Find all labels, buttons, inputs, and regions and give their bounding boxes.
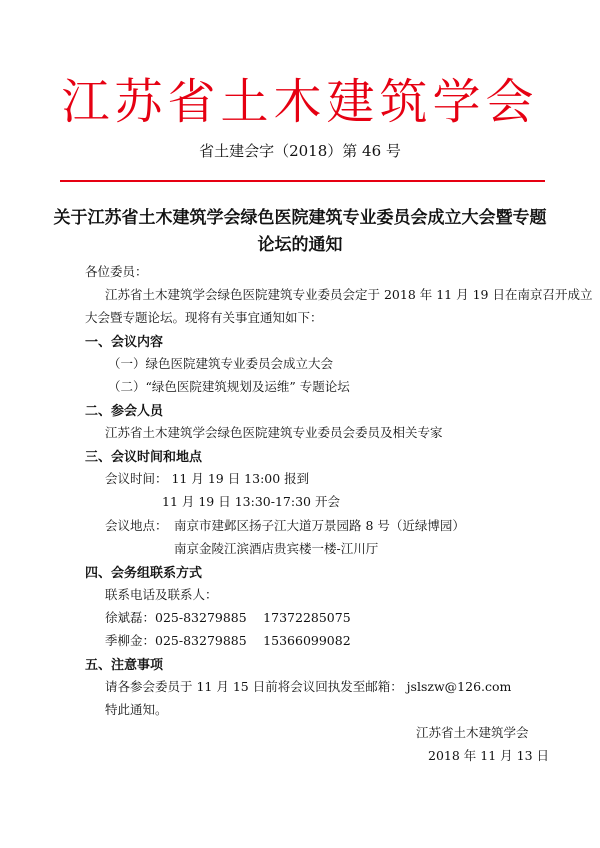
signature-date: 2018 年 11 月 13 日 bbox=[428, 748, 549, 763]
meeting-time-line2: 11 月 19 日 13:30-17:30 开会 bbox=[162, 494, 340, 509]
meeting-place-line1: 南京市建邺区扬子江大道万景园路 8 号（近绿博园） bbox=[174, 518, 465, 533]
content-item1: （一）绿色医院建筑专业委员会成立大会 bbox=[108, 356, 334, 371]
meeting-place-line2: 南京金陵江滨酒店贵宾楼一楼-江川厅 bbox=[174, 541, 379, 556]
attendees-text: 江苏省土木建筑学会绿色医院建筑专业委员会委员及相关专家 bbox=[105, 425, 443, 440]
section-heading-notes: 五、注意事项 bbox=[85, 658, 164, 673]
contact-person1: 徐斌磊：025-83279885 17372285075 bbox=[105, 610, 351, 625]
closing-text: 特此通知。 bbox=[105, 702, 168, 717]
contact-intro: 联系电话及联系人： bbox=[105, 587, 218, 602]
notice-title-line2: 论坛的通知 bbox=[257, 235, 343, 255]
signature-organization: 江苏省土木建筑学会 bbox=[416, 725, 529, 740]
meeting-time-line1: 会议时间： 11 月 19 日 13:00 报到 bbox=[105, 471, 310, 486]
organization-name: 江苏省土木建筑学会 bbox=[61, 74, 539, 130]
document-number: 省土建会字（2018）第 46 号 bbox=[199, 142, 401, 160]
meeting-place-label: 会议地点： bbox=[105, 518, 168, 533]
section-heading-time-place: 三、会议时间和地点 bbox=[85, 450, 203, 465]
notes-text: 请各参会委员于 11 月 15 日前将会议回执发至邮箱： jslszw@126.com bbox=[105, 679, 512, 694]
salutation: 各位委员： bbox=[85, 264, 148, 279]
red-divider-line bbox=[60, 180, 545, 182]
content-item2: （二）“绿色医院建筑规划及运维” 专题论坛 bbox=[108, 379, 350, 394]
section-heading-contact: 四、会务组联系方式 bbox=[85, 566, 203, 581]
contact-person2: 季柳金：025-83279885 15366099082 bbox=[105, 633, 351, 648]
intro-line1: 江苏省土木建筑学会绿色医院建筑专业委员会定于 2018 年 11 月 19 日在南京召开成立 bbox=[105, 287, 593, 302]
intro-line2: 大会暨专题论坛。现将有关事宜通知如下： bbox=[85, 310, 323, 325]
section-heading-content: 一、会议内容 bbox=[85, 335, 164, 350]
notice-title-line1: 关于江苏省土木建筑学会绿色医院建筑专业委员会成立大会暨专题 bbox=[53, 208, 547, 228]
section-heading-attendees: 二、参会人员 bbox=[85, 404, 164, 419]
